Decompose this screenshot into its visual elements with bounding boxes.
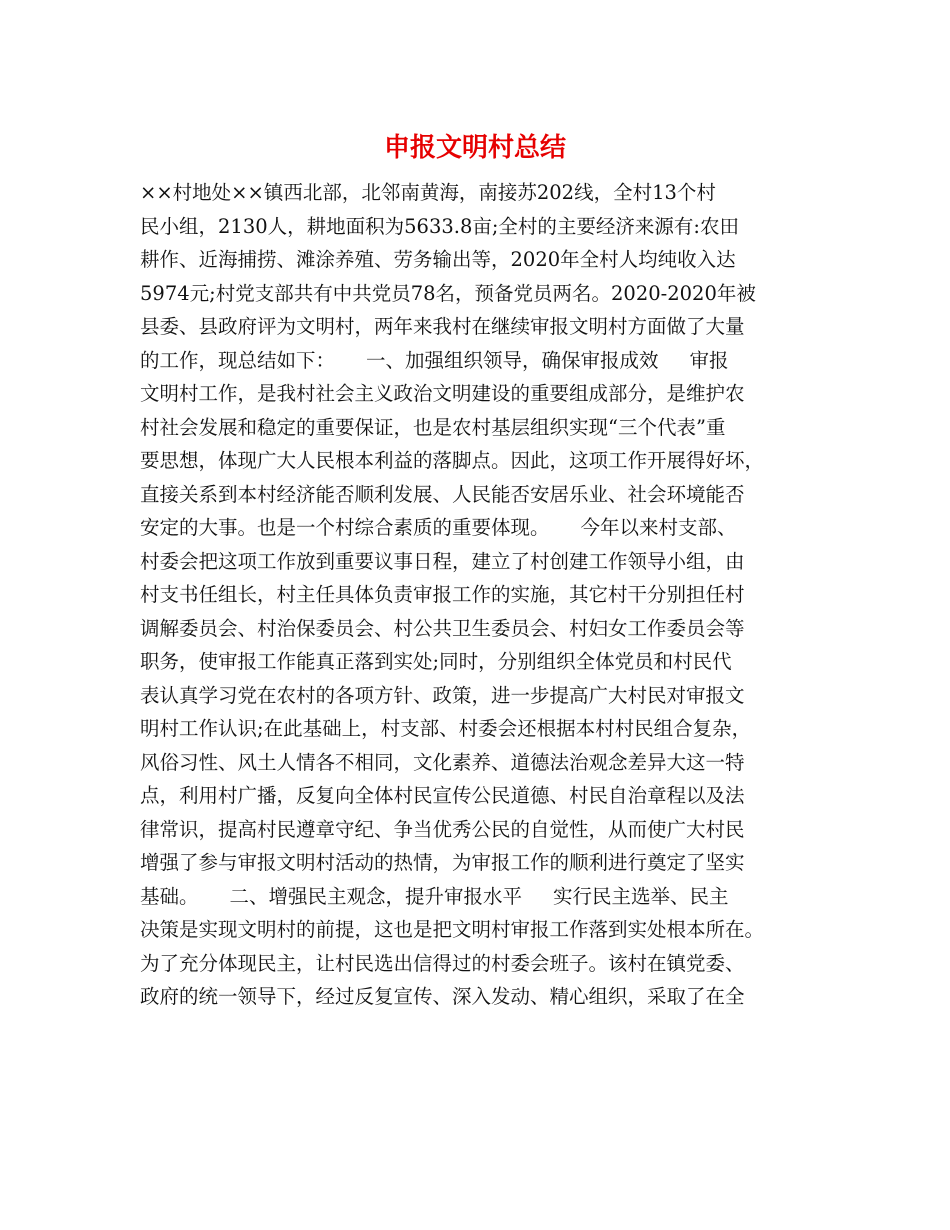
body-line: 点，利用村广播，反复向全体村民宣传公民道德、村民自治章程以及法 (140, 784, 745, 807)
body-line: 安定的大事。也是一个村综合素质的重要体现。 今年以来村支部、 (140, 516, 737, 539)
body-line: 为了充分体现民主，让村民选出信得过的村委会班子。该村在镇党委、 (140, 951, 745, 975)
body-line: 村委会把这项工作放到重要议事日程，建立了村创建工作领导小组，由 (140, 549, 745, 573)
body-line: 耕作、近海捕捞、滩涂养殖、劳务输出等，2020年全村人均纯收入达 (140, 248, 736, 271)
body-line: 律常识，提高村民遵章守纪、争当优秀公民的自觉性，从而使广大村民 (140, 817, 745, 841)
document-title: 申报文明村总结 (383, 133, 566, 163)
body-line: 文明村工作，是我村社会主义政治文明建设的重要组成部分，是维护农 (140, 382, 745, 405)
body-line: 要思想，体现广大人民根本利益的落脚点。因此，这项工作开展得好坏， (140, 449, 765, 472)
body-line: 民小组，2130人，耕地面积为5633.8亩;全村的主要经济来源有:农田 (140, 214, 739, 238)
body-line: 基础。 二、增强民主观念，提升审报水平 实行民主选举、民主 (140, 884, 729, 908)
body-line: 表认真学习党在农村的各项方针、政策，进一步提高广大村民对审报文 (140, 683, 745, 707)
body-line: 村社会发展和稳定的重要保证，也是农村基层组织实现“三个代表”重 (140, 415, 726, 439)
body-line: 直接关系到本村经济能否顺利发展、人民能否安居乐业、社会环境能否 (140, 482, 745, 506)
body-line: 的工作，现总结如下： 一、加强组织领导，确保审报成效 审报 (140, 348, 729, 372)
body-line: 县委、县政府评为文明村，两年来我村在继续审报文明村方面做了大量 (140, 315, 745, 338)
body-line: 5974元;村党支部共有中共党员78名，预备党员两名。2020-2020年被 (140, 281, 756, 305)
body-line: ××村地处××镇西北部，北邻南黄海，南接苏202线，全村13个村 (140, 181, 716, 204)
body-line: 村支书任组长，村主任具体负责审报工作的实施，其它村干分别担任村 (140, 583, 745, 606)
body-line: 增强了参与审报文明村活动的热情，为审报工作的顺利进行奠定了坚实 (140, 851, 745, 874)
document-body (140, 176, 830, 1014)
body-line: 政府的统一领导下，经过反复宣传、深入发动、精心组织，采取了在全 (140, 985, 745, 1008)
body-line: 明村工作认识;在此基础上，村支部、村委会还根据本村村民组合复杂， (140, 717, 752, 740)
body-line: 决策是实现文明村的前提，这也是把文明村审报工作落到实处根本所在。 (140, 918, 765, 941)
body-line: 调解委员会、村治保委员会、村公共卫生委员会、村妇女工作委员会等 (140, 616, 745, 640)
body-line: 风俗习性、风土人情各不相同，文化素养、道德法治观念差异大这一特 (140, 750, 745, 774)
body-line: 职务，使审报工作能真正落到实处;同时，分别组织全体党员和村民代 (140, 650, 732, 673)
